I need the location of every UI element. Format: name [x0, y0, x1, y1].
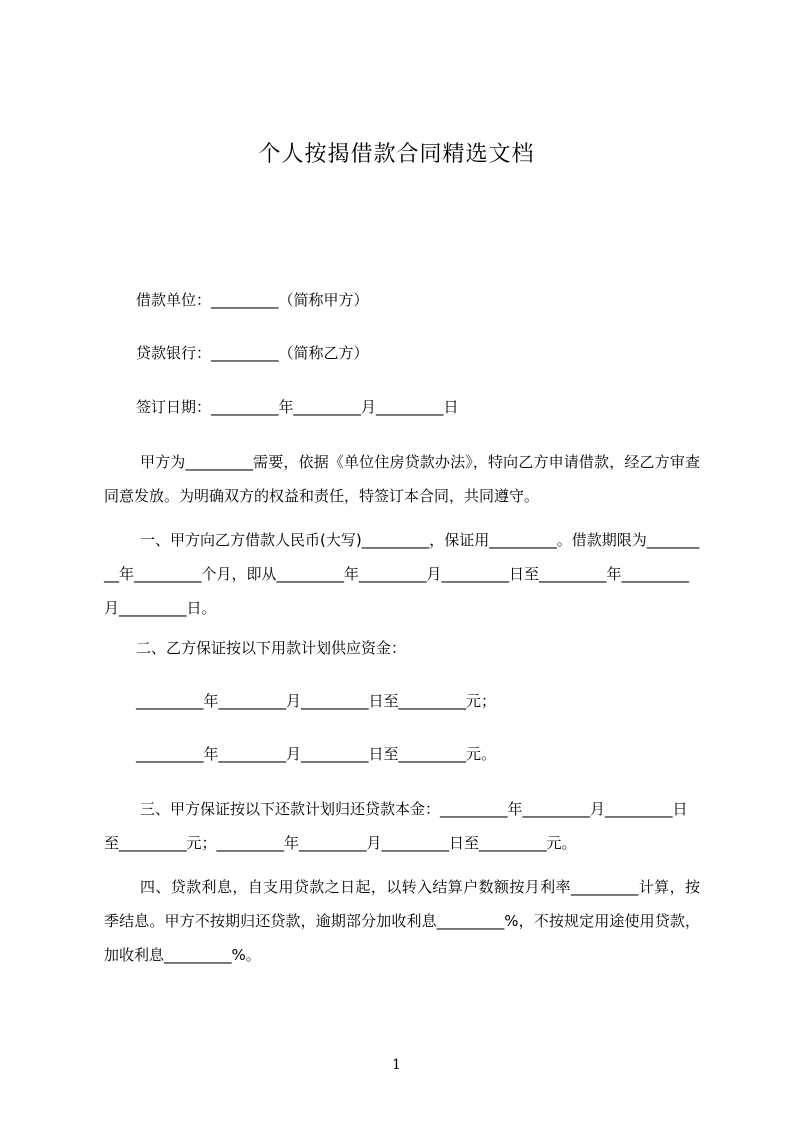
lender-line: 贷款银行：_________（简称乙方）: [136, 344, 369, 362]
clause-4-paragraph: 四、贷款利息，自支用贷款之日起，以转入结算户数额按月利率_________计算，按季结息。甲方不按期归还贷款，逾期部分加收利息_________%，不按规定用途使用贷款，加收利息_________%。: [104, 878, 700, 964]
borrower-line: 借款单位：_________（简称甲方）: [136, 291, 369, 309]
clause-3-paragraph: 三、甲方保证按以下还款计划归还贷款本金：_________年_________月_________日至_________元；_________年_________月_________日至_________元。: [104, 800, 688, 852]
intro-paragraph: 甲方为_________需要，依据《单位住房贷款办法》，特向乙方申请借款，经乙方审查同意发放。为明确双方的权益和责任，特签订本合同，共同遵守。: [104, 453, 700, 505]
sign-date-line: 签订日期：_________年_________月_________日: [136, 398, 459, 416]
clause-2-item-2: _________年_________月_________日至_________元。: [136, 745, 497, 763]
clause-1-paragraph: 一、甲方向乙方借款人民币(大写)_________，保证用_________。借款期限为_________年_________个月，即从_________年_________月_________日至_________年_________月_________日。: [104, 531, 700, 617]
clause-2-heading: 二、乙方保证按以下用款计划供应资金：: [136, 639, 407, 657]
document-title: 个人按揭借款合同精选文档: [258, 142, 535, 167]
clause-2-item-1: _________年_________月_________日至_________元；: [136, 692, 497, 710]
page-number: 1: [392, 1057, 401, 1073]
